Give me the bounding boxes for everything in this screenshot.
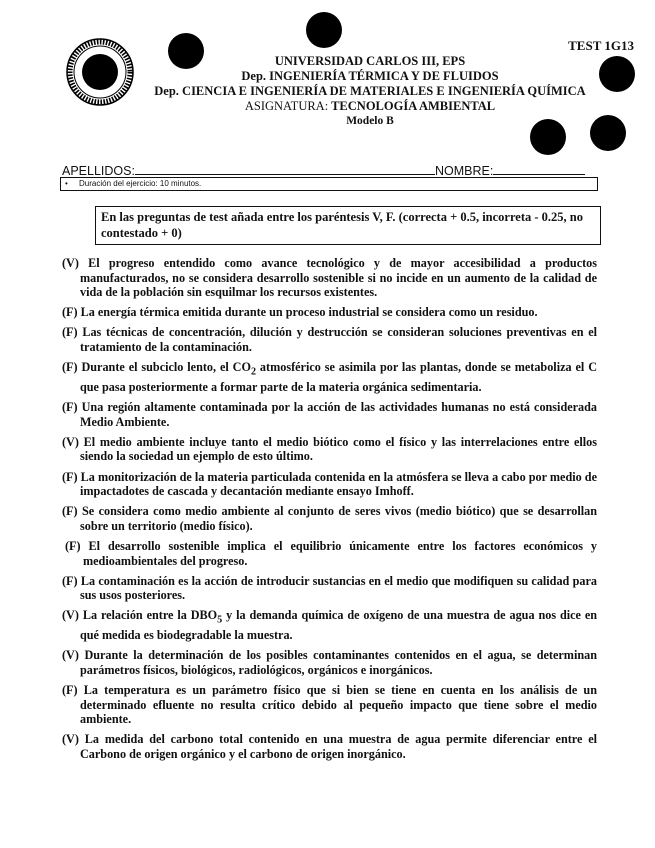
question-text: Durante el subciclo lento, el $CO_2$ atmosférico se asimila por las plantas, donde se metaboliza el C que pasa posteriormente a formar parte de la materia orgánica sedimentaria.	[80, 360, 597, 395]
answer-mark[interactable]: (F)	[62, 469, 78, 484]
answer-mark[interactable]: (F)	[62, 400, 78, 415]
question-item	[62, 325, 597, 354]
question-text: El desarrollo sostenible implica el equilibrio únicamente entre los factores económicos y medioambientales del progreso.	[83, 538, 597, 568]
answer-mark[interactable]: (F)	[62, 683, 78, 698]
question-item	[62, 400, 597, 429]
question-item	[62, 470, 597, 499]
exam-model: Modelo B	[346, 115, 394, 127]
university-seal-icon	[66, 38, 134, 106]
answer-mark[interactable]: (V)	[62, 648, 79, 663]
answer-mark[interactable]: (V)	[62, 608, 79, 623]
answer-mark[interactable]: (F)	[62, 504, 78, 519]
question-text: La temperatura es un parámetro físico que si bien se tiene en cuenta en los análisis de un determinado efluente no resulta crítico debido al pequeño impacto que tiene sobre el medio ambiente.	[80, 683, 597, 727]
answer-mark[interactable]: (F)	[62, 305, 78, 320]
surname-field[interactable]	[135, 174, 435, 175]
document-header	[140, 54, 600, 129]
question-list	[62, 256, 597, 767]
course-name: TECNOLOGÍA AMBIENTAL	[331, 99, 496, 113]
course-label: ASIGNATURA:	[244, 99, 329, 113]
question-text: Una región altamente contaminada por la acción de las actividades humanas no está considerada Medio Ambiente.	[80, 400, 598, 429]
question-text: Las técnicas de concentración, dilución y destrucción se consideran soluciones preventivas en el tratamiento de la contaminación.	[80, 325, 598, 354]
question-item	[62, 305, 597, 320]
surname-label: APELLIDOS:	[62, 164, 135, 178]
department-1: Dep. INGENIERÍA TÉRMICA Y DE FLUIDOS	[241, 69, 499, 83]
name-label: NOMBRE:	[434, 164, 494, 178]
question-item	[62, 435, 597, 464]
black-dot-top-center	[306, 12, 342, 48]
question-text: La medida del carbono total contenido en una muestra de agua permite diferenciar entre el Carbono de origen orgánico y el carbono de origen inorgánico.	[80, 732, 598, 761]
answer-mark[interactable]: (V)	[62, 732, 79, 747]
question-text: La energía térmica emitida durante un proceso industrial se considera como un residuo.	[80, 305, 538, 320]
question-text: El medio ambiente incluye tanto el medio biótico como el físico y las interrelaciones entre ellos siendo la sociedad un ejemplo de esto último.	[80, 434, 598, 464]
duration-box	[60, 177, 598, 191]
university-name: UNIVERSIDAD CARLOS III, EPS	[274, 54, 466, 68]
question-item	[62, 504, 597, 533]
department-2: Dep. CIENCIA E INGENIERÍA DE MATERIALES E INGENIERÍA QUÍMICA	[154, 84, 586, 98]
name-field[interactable]	[493, 174, 585, 175]
course-line	[140, 99, 600, 114]
question-text: La monitorización de la materia particulada contenida en la atmósfera se lleva a cabo por medio de impactadotes de cascada y decantación mediante ensayo Imhoff.	[80, 469, 597, 499]
question-item	[62, 574, 597, 603]
instructions-box: En las preguntas de test añada entre los paréntesis V, F. (correcta + 0.5, incorreta - 0.25, no contestado + 0)	[95, 206, 601, 245]
duration-text: Duración del ejercicio: 10 minutos.	[79, 179, 202, 188]
black-dot-right-top	[599, 56, 635, 92]
test-code: TEST 1G13	[568, 38, 634, 53]
question-item	[62, 648, 597, 677]
answer-mark[interactable]: (F)	[62, 573, 78, 588]
question-text: Durante la determinación de los posibles contaminantes contenidos en el agua, se determinan parámetros físicos, biológicos, radiológicos, orgánicos e inorgánicos.	[80, 648, 598, 678]
question-item	[62, 608, 597, 643]
question-item	[65, 539, 597, 568]
question-text: La contaminación es la acción de introducir sustancias en el medio que modifiquen su calidad para sus usos posteriores.	[80, 573, 597, 603]
question-text: El progreso entendido como avance tecnológico y de mayor accesibilidad a productos manufacturados, no se considera desarrollo sostenible si no incide en un aumento de la calidad de vida de la población sin esquilmar los recursos existentes.	[80, 256, 598, 300]
answer-mark[interactable]: (F)	[65, 538, 81, 553]
question-item	[62, 256, 597, 300]
answer-mark[interactable]: (V)	[62, 434, 79, 449]
bullet-icon: •	[65, 179, 68, 188]
question-item	[62, 732, 597, 761]
question-text: Se considera como medio ambiente al conjunto de seres vivos (medio biótico) que se desarrollan sobre un territorio (medio físico).	[80, 504, 597, 533]
answer-mark[interactable]: (F)	[62, 325, 78, 340]
question-item	[62, 683, 597, 727]
answer-mark[interactable]: (V)	[62, 256, 79, 270]
question-text: La relación entre la $DBO_5$ y la demanda química de oxígeno de una muestra de agua nos dice en qué medida es biodegradable la muestra.	[80, 608, 598, 643]
question-item	[62, 360, 597, 395]
student-name-fields	[62, 164, 597, 178]
answer-mark[interactable]: (F)	[62, 360, 78, 375]
